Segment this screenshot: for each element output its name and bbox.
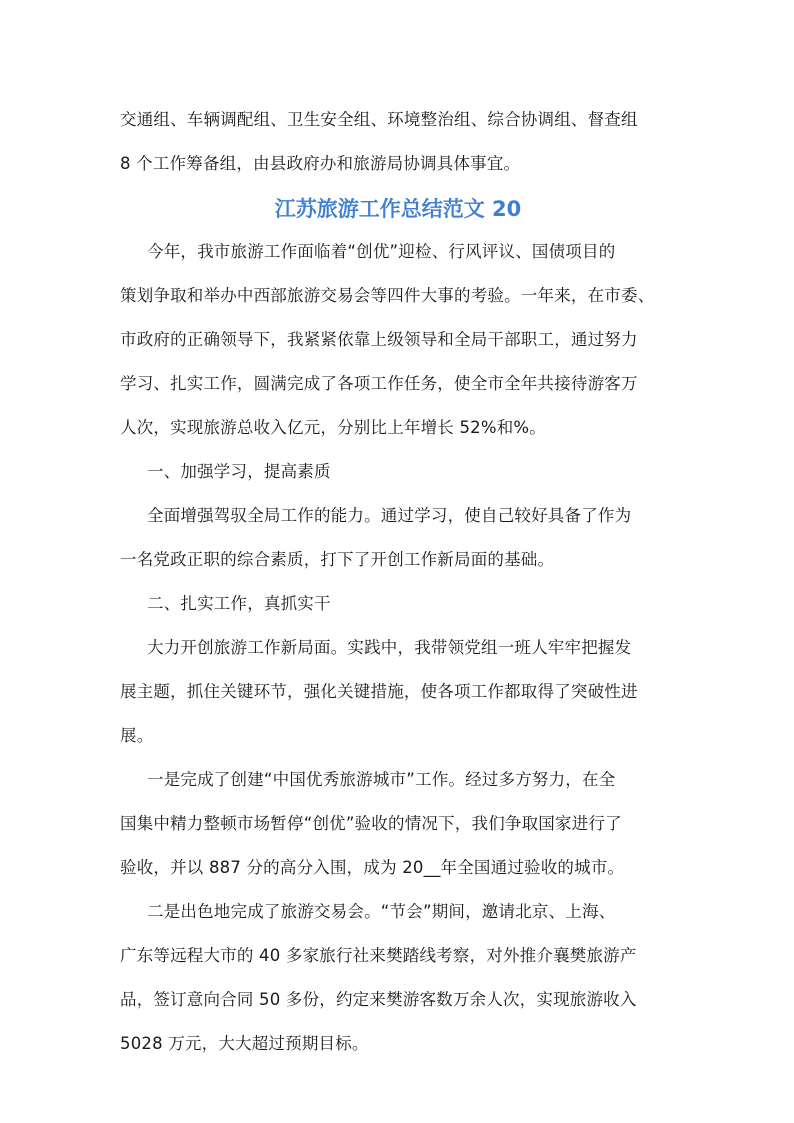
paragraph-line: 一是完成了创建“中国优秀旅游城市”工作。经过多方努力，在全 — [147, 770, 616, 789]
intro-line: 交通组、车辆调配组、卫生安全组、环境整治组、综合协调组、督查组 — [120, 110, 638, 129]
paragraph-summary — [120, 230, 676, 450]
subheading-line: 二、扎实工作，真抓实干 — [147, 594, 331, 613]
paragraph-line: 验收，并以 887 分的高分入围，成为 20__年全国通过验收的城市。 — [120, 858, 625, 877]
paragraph-fair — [120, 890, 676, 1066]
paragraph-line: 全面增强驾驭全局工作的能力。通过学习，使自己较好具备了作为 — [147, 506, 632, 525]
paragraph-line: 今年，我市旅游工作面临着“创优”迎检、行风评议、国债项目的 — [147, 242, 616, 261]
heading-work — [120, 582, 676, 626]
paragraph-work — [120, 626, 676, 758]
paragraph-line: 市政府的正确领导下，我紧紧依靠上级领导和全局干部职工，通过努力 — [120, 330, 638, 349]
paragraph-line: 国集中精力整顿市场暂停“创优”验收的情况下，我们争取国家进行了 — [120, 814, 622, 833]
paragraph-line: 大力开创旅游工作新局面。实践中，我带领党组一班人牢牢把握发 — [147, 638, 632, 657]
paragraph-line: 5028 万元，大大超过预期目标。 — [120, 1034, 369, 1053]
paragraph-city — [120, 758, 676, 890]
paragraph-study — [120, 494, 676, 582]
paragraph-line: 学习、扎实工作，圆满完成了各项工作任务，使全市全年共接待游客万 — [120, 374, 638, 393]
heading-study — [120, 450, 676, 494]
paragraph-line: 展主题，抓住关键环节，强化关键措施，使各项工作都取得了突破性进 — [120, 682, 638, 701]
paragraph-line: 广东等远程大市的 40 多家旅行社来樊踏线考察，对外推介襄樊旅游产 — [120, 946, 637, 965]
intro-line: 8 个工作筹备组，由县政府办和旅游局协调具体事宜。 — [120, 154, 521, 173]
paragraph-line: 人次，实现旅游总收入亿元，分别比上年增长 52%和%。 — [120, 418, 546, 437]
paragraph-line: 展。 — [120, 726, 154, 745]
paragraph-line: 一名党政正职的综合素质，打下了开创工作新局面的基础。 — [120, 550, 555, 569]
document-content — [120, 98, 676, 1066]
paragraph-line: 策划争取和举办中西部旅游交易会等四件大事的考验。一年来，在市委、 — [120, 286, 655, 305]
paragraph-line: 二是出色地完成了旅游交易会。“节会”期间，邀请北京、上海、 — [147, 902, 616, 921]
section-title: 江苏旅游工作总结范文 20 — [274, 197, 522, 221]
subheading-line: 一、加强学习，提高素质 — [147, 462, 331, 481]
paragraph-line: 品，签订意向合同 50 多份，约定来樊游客数万余人次，实现旅游收入 — [120, 990, 637, 1009]
